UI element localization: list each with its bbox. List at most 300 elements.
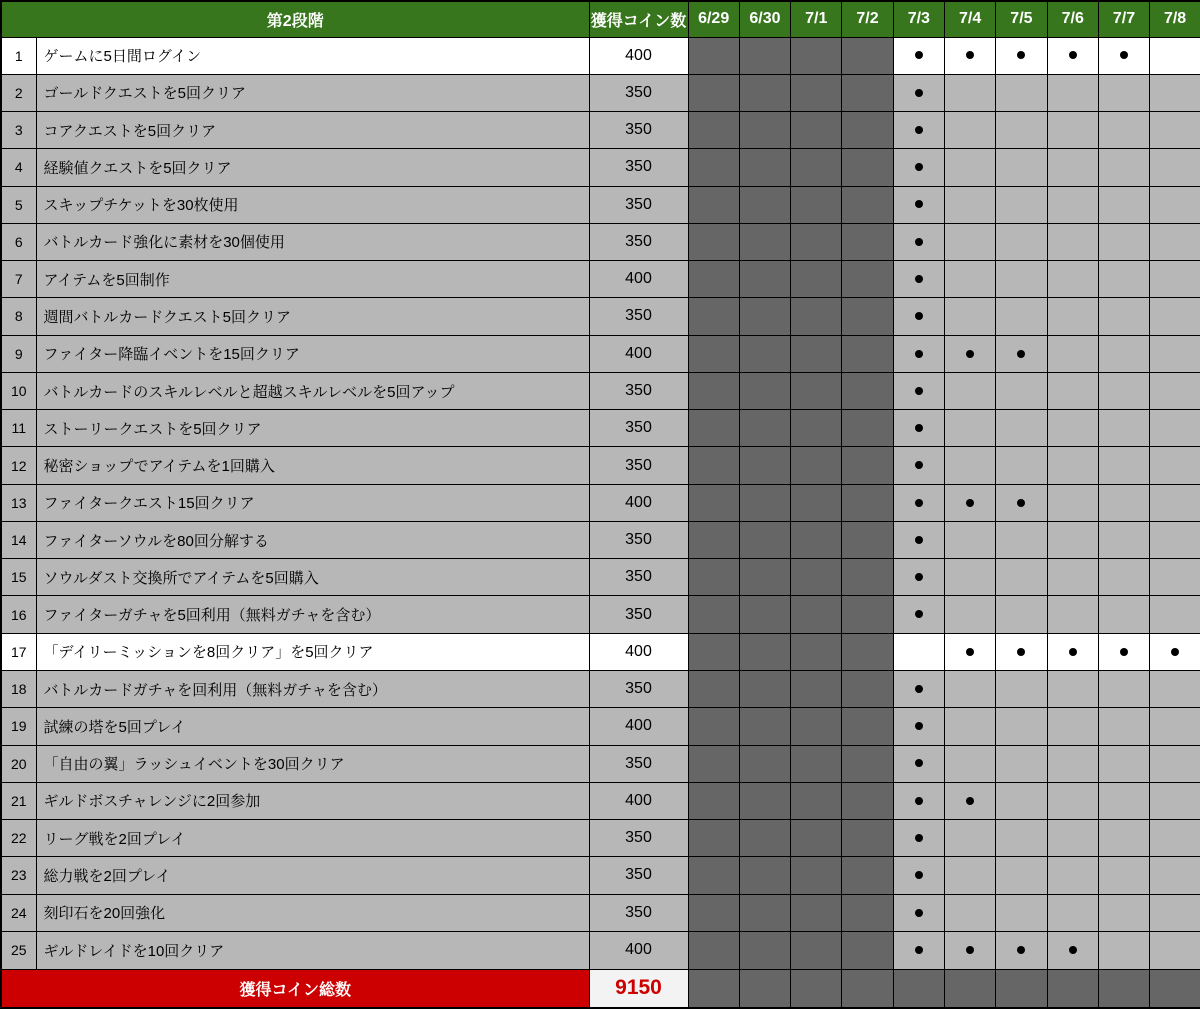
completion-dot [915,275,923,283]
date-cell-6-30 [739,671,790,708]
date-cell-6-30 [739,857,790,894]
date-cell-7-5 [996,37,1047,74]
date-cell-7-7 [1098,633,1149,670]
completion-dot [966,51,974,59]
date-cell-7-7 [1098,931,1149,969]
row-number: 24 [1,894,36,931]
date-cell-6-30 [739,559,790,596]
mission-row-17 [1,633,1200,670]
row-number: 8 [1,298,36,335]
date-cell-7-3 [893,298,944,335]
mission-row-12 [1,447,1200,484]
coin-amount: 350 [589,559,688,596]
date-cell-7-4 [944,857,995,894]
completion-dot [915,499,923,507]
completion-dot [915,51,923,59]
date-cell-7-6 [1047,708,1098,745]
date-cell-7-3 [893,335,944,372]
row-number: 23 [1,857,36,894]
date-cell-7-1 [791,633,842,670]
mission-name: 秘密ショップでアイテムを1回購入 [36,447,589,484]
mission-name: 刻印石を20回強化 [36,894,589,931]
mission-name: ゴールドクエストを5回クリア [36,74,589,111]
date-cell-7-2 [842,298,893,335]
date-cell-7-3 [893,74,944,111]
date-cell-7-4 [944,74,995,111]
mission-row-9 [1,335,1200,372]
date-cell-7-4 [944,37,995,74]
coin-amount: 350 [589,521,688,558]
date-cell-7-5 [996,223,1047,260]
date-cell-7-7 [1098,745,1149,782]
date-cell-7-6 [1047,447,1098,484]
date-cell-7-2 [842,447,893,484]
row-number: 16 [1,596,36,633]
date-cell-7-7 [1098,521,1149,558]
date-cell-7-6 [1047,335,1098,372]
date-cell-7-7 [1098,410,1149,447]
date-cell-7-1 [791,410,842,447]
mission-name: アイテムを5回制作 [36,261,589,298]
row-number: 10 [1,372,36,409]
header-row [1,1,1200,37]
date-cell-7-8 [1150,521,1200,558]
footer-date-cell-6-29 [688,969,739,1008]
date-cell-7-6 [1047,782,1098,819]
date-cell-7-8 [1150,596,1200,633]
date-cell-6-30 [739,745,790,782]
date-cell-7-2 [842,372,893,409]
date-cell-6-29 [688,74,739,111]
date-cell-6-29 [688,186,739,223]
date-cell-7-8 [1150,335,1200,372]
date-header-7-4: 7/4 [944,1,995,37]
date-cell-6-30 [739,261,790,298]
row-number: 25 [1,931,36,969]
date-cell-7-8 [1150,708,1200,745]
date-cell-6-30 [739,521,790,558]
footer-date-cell-7-4 [944,969,995,1008]
date-header-7-7: 7/7 [1098,1,1149,37]
date-cell-7-2 [842,671,893,708]
mission-name: 経験値クエストを5回クリア [36,149,589,186]
row-number: 2 [1,74,36,111]
completion-dot [915,163,923,171]
date-cell-7-4 [944,708,995,745]
date-cell-7-3 [893,857,944,894]
date-cell-7-2 [842,559,893,596]
completion-dot [915,759,923,767]
date-cell-7-1 [791,261,842,298]
date-cell-7-7 [1098,671,1149,708]
date-cell-7-7 [1098,596,1149,633]
date-cell-7-7 [1098,782,1149,819]
mission-name: 「デイリーミッションを8回クリア」を5回クリア [36,633,589,670]
mission-row-18 [1,671,1200,708]
mission-row-21 [1,782,1200,819]
row-number: 9 [1,335,36,372]
completion-dot [915,350,923,358]
date-cell-7-5 [996,521,1047,558]
date-cell-7-1 [791,931,842,969]
date-cell-7-3 [893,782,944,819]
mission-name: 総力戦を2回プレイ [36,857,589,894]
date-header-7-8: 7/8 [1150,1,1200,37]
completion-dot [915,573,923,581]
date-cell-6-29 [688,745,739,782]
date-cell-6-29 [688,261,739,298]
date-cell-7-7 [1098,37,1149,74]
mission-name: バトルカード強化に素材を30個使用 [36,223,589,260]
date-cell-7-4 [944,894,995,931]
date-cell-6-30 [739,223,790,260]
date-cell-7-3 [893,820,944,857]
completion-dot [915,797,923,805]
completion-dot [915,834,923,842]
date-cell-7-6 [1047,223,1098,260]
date-cell-7-6 [1047,894,1098,931]
date-cell-6-29 [688,633,739,670]
row-number: 4 [1,149,36,186]
completion-dot [915,909,923,917]
date-cell-7-6 [1047,484,1098,521]
date-cell-7-3 [893,410,944,447]
date-cell-6-30 [739,410,790,447]
date-cell-7-7 [1098,372,1149,409]
coin-amount: 350 [589,149,688,186]
completion-dot [915,946,923,954]
date-cell-7-8 [1150,149,1200,186]
mission-row-1 [1,37,1200,74]
completion-dot [1017,350,1025,358]
date-cell-7-7 [1098,112,1149,149]
completion-dot [915,536,923,544]
mission-name: 週間バトルカードクエスト5回クリア [36,298,589,335]
date-cell-7-5 [996,112,1047,149]
date-cell-6-30 [739,74,790,111]
date-cell-7-3 [893,223,944,260]
date-cell-7-8 [1150,745,1200,782]
row-number: 21 [1,782,36,819]
date-cell-7-1 [791,372,842,409]
date-cell-7-5 [996,559,1047,596]
date-cell-7-4 [944,820,995,857]
date-cell-7-1 [791,112,842,149]
date-cell-6-29 [688,447,739,484]
date-cell-7-6 [1047,298,1098,335]
date-cell-7-7 [1098,223,1149,260]
date-cell-6-29 [688,335,739,372]
row-number: 19 [1,708,36,745]
coin-amount: 400 [589,708,688,745]
mission-name: スキップチケットを30枚使用 [36,186,589,223]
date-cell-7-6 [1047,410,1098,447]
date-cell-7-2 [842,633,893,670]
coin-amount: 350 [589,447,688,484]
date-cell-7-7 [1098,894,1149,931]
date-header-7-5: 7/5 [996,1,1047,37]
row-number: 20 [1,745,36,782]
completion-dot [1120,51,1128,59]
mission-name: リーグ戦を2回プレイ [36,820,589,857]
date-cell-7-6 [1047,931,1098,969]
date-cell-7-2 [842,484,893,521]
date-cell-7-5 [996,894,1047,931]
row-number: 14 [1,521,36,558]
date-cell-6-29 [688,782,739,819]
date-cell-7-2 [842,782,893,819]
date-cell-6-29 [688,894,739,931]
date-cell-7-4 [944,596,995,633]
coin-amount: 350 [589,410,688,447]
date-cell-7-3 [893,372,944,409]
footer-date-cell-6-30 [739,969,790,1008]
date-cell-6-30 [739,596,790,633]
coin-amount: 350 [589,372,688,409]
date-cell-7-8 [1150,484,1200,521]
coin-amount: 400 [589,633,688,670]
date-cell-7-6 [1047,857,1098,894]
date-cell-7-7 [1098,74,1149,111]
date-cell-6-30 [739,484,790,521]
date-cell-7-4 [944,261,995,298]
date-cell-7-8 [1150,559,1200,596]
completion-dot [1069,946,1077,954]
date-cell-7-8 [1150,410,1200,447]
date-cell-6-29 [688,857,739,894]
coin-amount: 400 [589,37,688,74]
completion-dot [1017,499,1025,507]
date-cell-7-1 [791,74,842,111]
date-cell-7-6 [1047,372,1098,409]
footer-date-cell-7-8 [1150,969,1200,1008]
mission-name: 試練の塔を5回プレイ [36,708,589,745]
date-cell-7-4 [944,223,995,260]
date-cell-7-5 [996,596,1047,633]
mission-row-22 [1,820,1200,857]
coin-amount: 350 [589,820,688,857]
mission-name: バトルカードのスキルレベルと超越スキルレベルを5回アップ [36,372,589,409]
completion-dot [915,722,923,730]
date-cell-6-29 [688,931,739,969]
date-cell-6-30 [739,633,790,670]
date-cell-7-5 [996,186,1047,223]
completion-dot [1120,648,1128,656]
date-cell-7-5 [996,298,1047,335]
stage-title: 第2段階 [1,1,589,37]
date-cell-7-8 [1150,857,1200,894]
date-cell-7-4 [944,372,995,409]
date-cell-7-7 [1098,186,1149,223]
coin-amount: 350 [589,74,688,111]
mission-row-4 [1,149,1200,186]
mission-name: コアクエストを5回クリア [36,112,589,149]
date-cell-7-8 [1150,74,1200,111]
date-cell-7-1 [791,447,842,484]
date-cell-7-8 [1150,112,1200,149]
date-cell-7-6 [1047,559,1098,596]
date-cell-7-4 [944,410,995,447]
date-cell-7-1 [791,559,842,596]
mission-row-15 [1,559,1200,596]
date-cell-7-3 [893,633,944,670]
date-cell-7-8 [1150,261,1200,298]
row-number: 22 [1,820,36,857]
completion-dot [1069,51,1077,59]
date-cell-6-29 [688,521,739,558]
date-cell-7-5 [996,149,1047,186]
date-cell-7-1 [791,223,842,260]
date-cell-6-30 [739,186,790,223]
date-cell-7-8 [1150,820,1200,857]
date-cell-7-3 [893,112,944,149]
date-cell-7-1 [791,149,842,186]
coins-header: 獲得コイン数 [589,1,688,37]
date-cell-7-1 [791,484,842,521]
date-cell-7-3 [893,745,944,782]
row-number: 18 [1,671,36,708]
footer-date-cell-7-5 [996,969,1047,1008]
date-cell-7-7 [1098,820,1149,857]
date-cell-7-6 [1047,112,1098,149]
date-cell-6-29 [688,223,739,260]
mission-name: ファイタークエスト15回クリア [36,484,589,521]
date-cell-7-6 [1047,633,1098,670]
date-cell-6-30 [739,37,790,74]
date-cell-7-7 [1098,335,1149,372]
mission-name: ギルドボスチャレンジに2回参加 [36,782,589,819]
date-cell-6-30 [739,894,790,931]
mission-row-23 [1,857,1200,894]
date-cell-7-5 [996,671,1047,708]
date-cell-7-1 [791,820,842,857]
date-header-7-6: 7/6 [1047,1,1098,37]
date-cell-7-3 [893,186,944,223]
date-cell-7-3 [893,447,944,484]
date-cell-7-8 [1150,782,1200,819]
coin-amount: 350 [589,745,688,782]
date-cell-7-4 [944,149,995,186]
date-cell-7-8 [1150,186,1200,223]
date-cell-7-8 [1150,37,1200,74]
date-cell-7-3 [893,596,944,633]
date-cell-7-1 [791,782,842,819]
date-cell-7-6 [1047,745,1098,782]
date-header-7-1: 7/1 [791,1,842,37]
date-cell-7-7 [1098,484,1149,521]
date-cell-7-3 [893,671,944,708]
mission-row-3 [1,112,1200,149]
completion-dot [966,648,974,656]
date-cell-7-4 [944,298,995,335]
date-cell-7-5 [996,745,1047,782]
date-cell-7-3 [893,521,944,558]
mission-row-6 [1,223,1200,260]
total-coins-value: 9150 [589,969,688,1008]
date-cell-6-30 [739,149,790,186]
date-header-6-29: 6/29 [688,1,739,37]
date-cell-7-4 [944,521,995,558]
date-cell-7-2 [842,186,893,223]
date-cell-7-4 [944,559,995,596]
mission-name: ファイター降臨イベントを15回クリア [36,335,589,372]
mission-name: ソウルダスト交換所でアイテムを5回購入 [36,559,589,596]
completion-dot [915,424,923,432]
mission-row-24 [1,894,1200,931]
date-cell-7-8 [1150,894,1200,931]
date-cell-6-29 [688,820,739,857]
mission-name: ファイターソウルを80回分解する [36,521,589,558]
date-cell-7-7 [1098,261,1149,298]
row-number: 12 [1,447,36,484]
date-cell-6-30 [739,447,790,484]
mission-name: ストーリークエストを5回クリア [36,410,589,447]
date-cell-7-5 [996,782,1047,819]
mission-row-25 [1,931,1200,969]
completion-dot [915,312,923,320]
coin-amount: 400 [589,261,688,298]
date-cell-7-2 [842,149,893,186]
coin-amount: 400 [589,335,688,372]
date-cell-7-6 [1047,521,1098,558]
date-cell-7-7 [1098,559,1149,596]
footer-row [1,969,1200,1008]
date-cell-7-5 [996,633,1047,670]
coin-amount: 350 [589,857,688,894]
completion-dot [915,238,923,246]
date-cell-7-2 [842,931,893,969]
date-cell-7-8 [1150,372,1200,409]
coin-amount: 350 [589,894,688,931]
completion-dot [915,610,923,618]
date-cell-7-2 [842,894,893,931]
completion-dot [915,871,923,879]
completion-dot [915,126,923,134]
date-cell-7-2 [842,37,893,74]
date-cell-7-3 [893,931,944,969]
mission-name: ギルドレイドを10回クリア [36,931,589,969]
row-number: 15 [1,559,36,596]
date-cell-7-4 [944,112,995,149]
date-cell-7-2 [842,74,893,111]
date-cell-6-29 [688,372,739,409]
date-cell-6-29 [688,149,739,186]
mission-row-5 [1,186,1200,223]
date-cell-6-29 [688,298,739,335]
date-header-6-30: 6/30 [739,1,790,37]
date-cell-7-6 [1047,596,1098,633]
date-cell-7-3 [893,559,944,596]
mission-row-19 [1,708,1200,745]
date-cell-7-3 [893,894,944,931]
coin-amount: 350 [589,596,688,633]
date-cell-7-2 [842,745,893,782]
date-cell-7-1 [791,857,842,894]
coin-amount: 400 [589,782,688,819]
completion-dot [915,685,923,693]
date-cell-7-6 [1047,74,1098,111]
mission-row-10 [1,372,1200,409]
date-cell-7-3 [893,484,944,521]
date-cell-6-30 [739,298,790,335]
date-cell-7-5 [996,931,1047,969]
date-cell-7-4 [944,335,995,372]
date-cell-6-29 [688,112,739,149]
date-cell-7-3 [893,708,944,745]
date-cell-6-30 [739,335,790,372]
date-cell-7-4 [944,447,995,484]
date-cell-7-1 [791,894,842,931]
